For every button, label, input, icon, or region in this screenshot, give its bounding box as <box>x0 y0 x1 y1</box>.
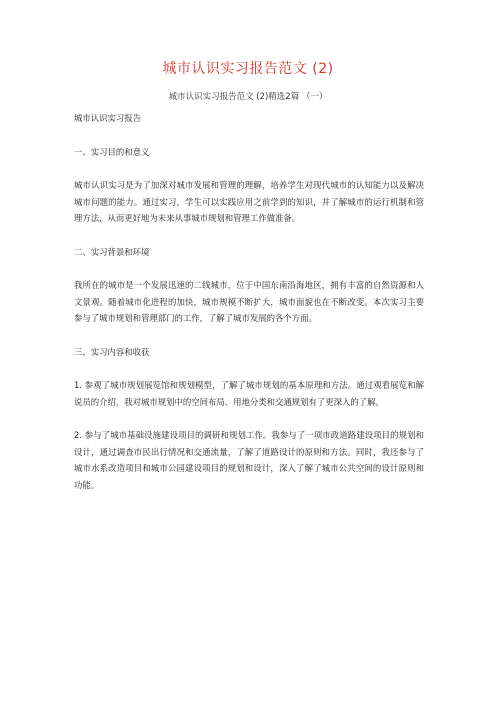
report-label: 城市认识实习报告 <box>74 113 141 123</box>
paragraph: 2. 参与了城市基础设施建设项目的调研和规划工作。我参与了一项市政道路建设项目的规划和设计，通过调查市民出行情况和交通流量，了解了道路设计的原则和方法。同时，我还参与了城市水系改造项目和城市公园建设项目的规划和设计，深入了解了城市公共空间的设计原则和功能。 <box>74 430 424 490</box>
document-title: 城市认识实习报告范文 (2) <box>162 61 334 77</box>
document-subtitle: 城市认识实习报告范文 (2)精选2篇 （一） <box>168 92 328 102</box>
section-heading: 一、实习目的和意义 <box>74 146 150 157</box>
paragraph: 城市认识实习是为了加深对城市发展和管理的理解，培养学生对现代城市的认知能力以及解决城市问题的能力。通过实习，学生可以实践应用之前学到的知识，并了解城市的运行机制和管理方法，从而更好地为未来从事城市规划和管理工作做准备。 <box>74 180 424 223</box>
document-body <box>74 110 424 510</box>
section-heading: 二、实习背景和环境 <box>74 246 150 257</box>
paragraph: 我所在的城市是一个发展迅速的二线城市，位于中国东南沿海地区，拥有丰富的自然资源和人文景观。随着城市化进程的加快，城市规模不断扩大，城市面貌也在不断改变。本次实习主要参与了城市规划和管理部门的工作，了解了城市发展的各个方面。 <box>74 280 424 323</box>
paragraph: 1. 参观了城市规划展览馆和规划模型，了解了城市规划的基本原理和方法。通过观看展览和解说员的介绍，我对城市规划中的空间布局、用地分类和交通规划有了更深入的了解。 <box>74 380 424 407</box>
section-heading: 三、实习内容和收获 <box>74 346 150 357</box>
